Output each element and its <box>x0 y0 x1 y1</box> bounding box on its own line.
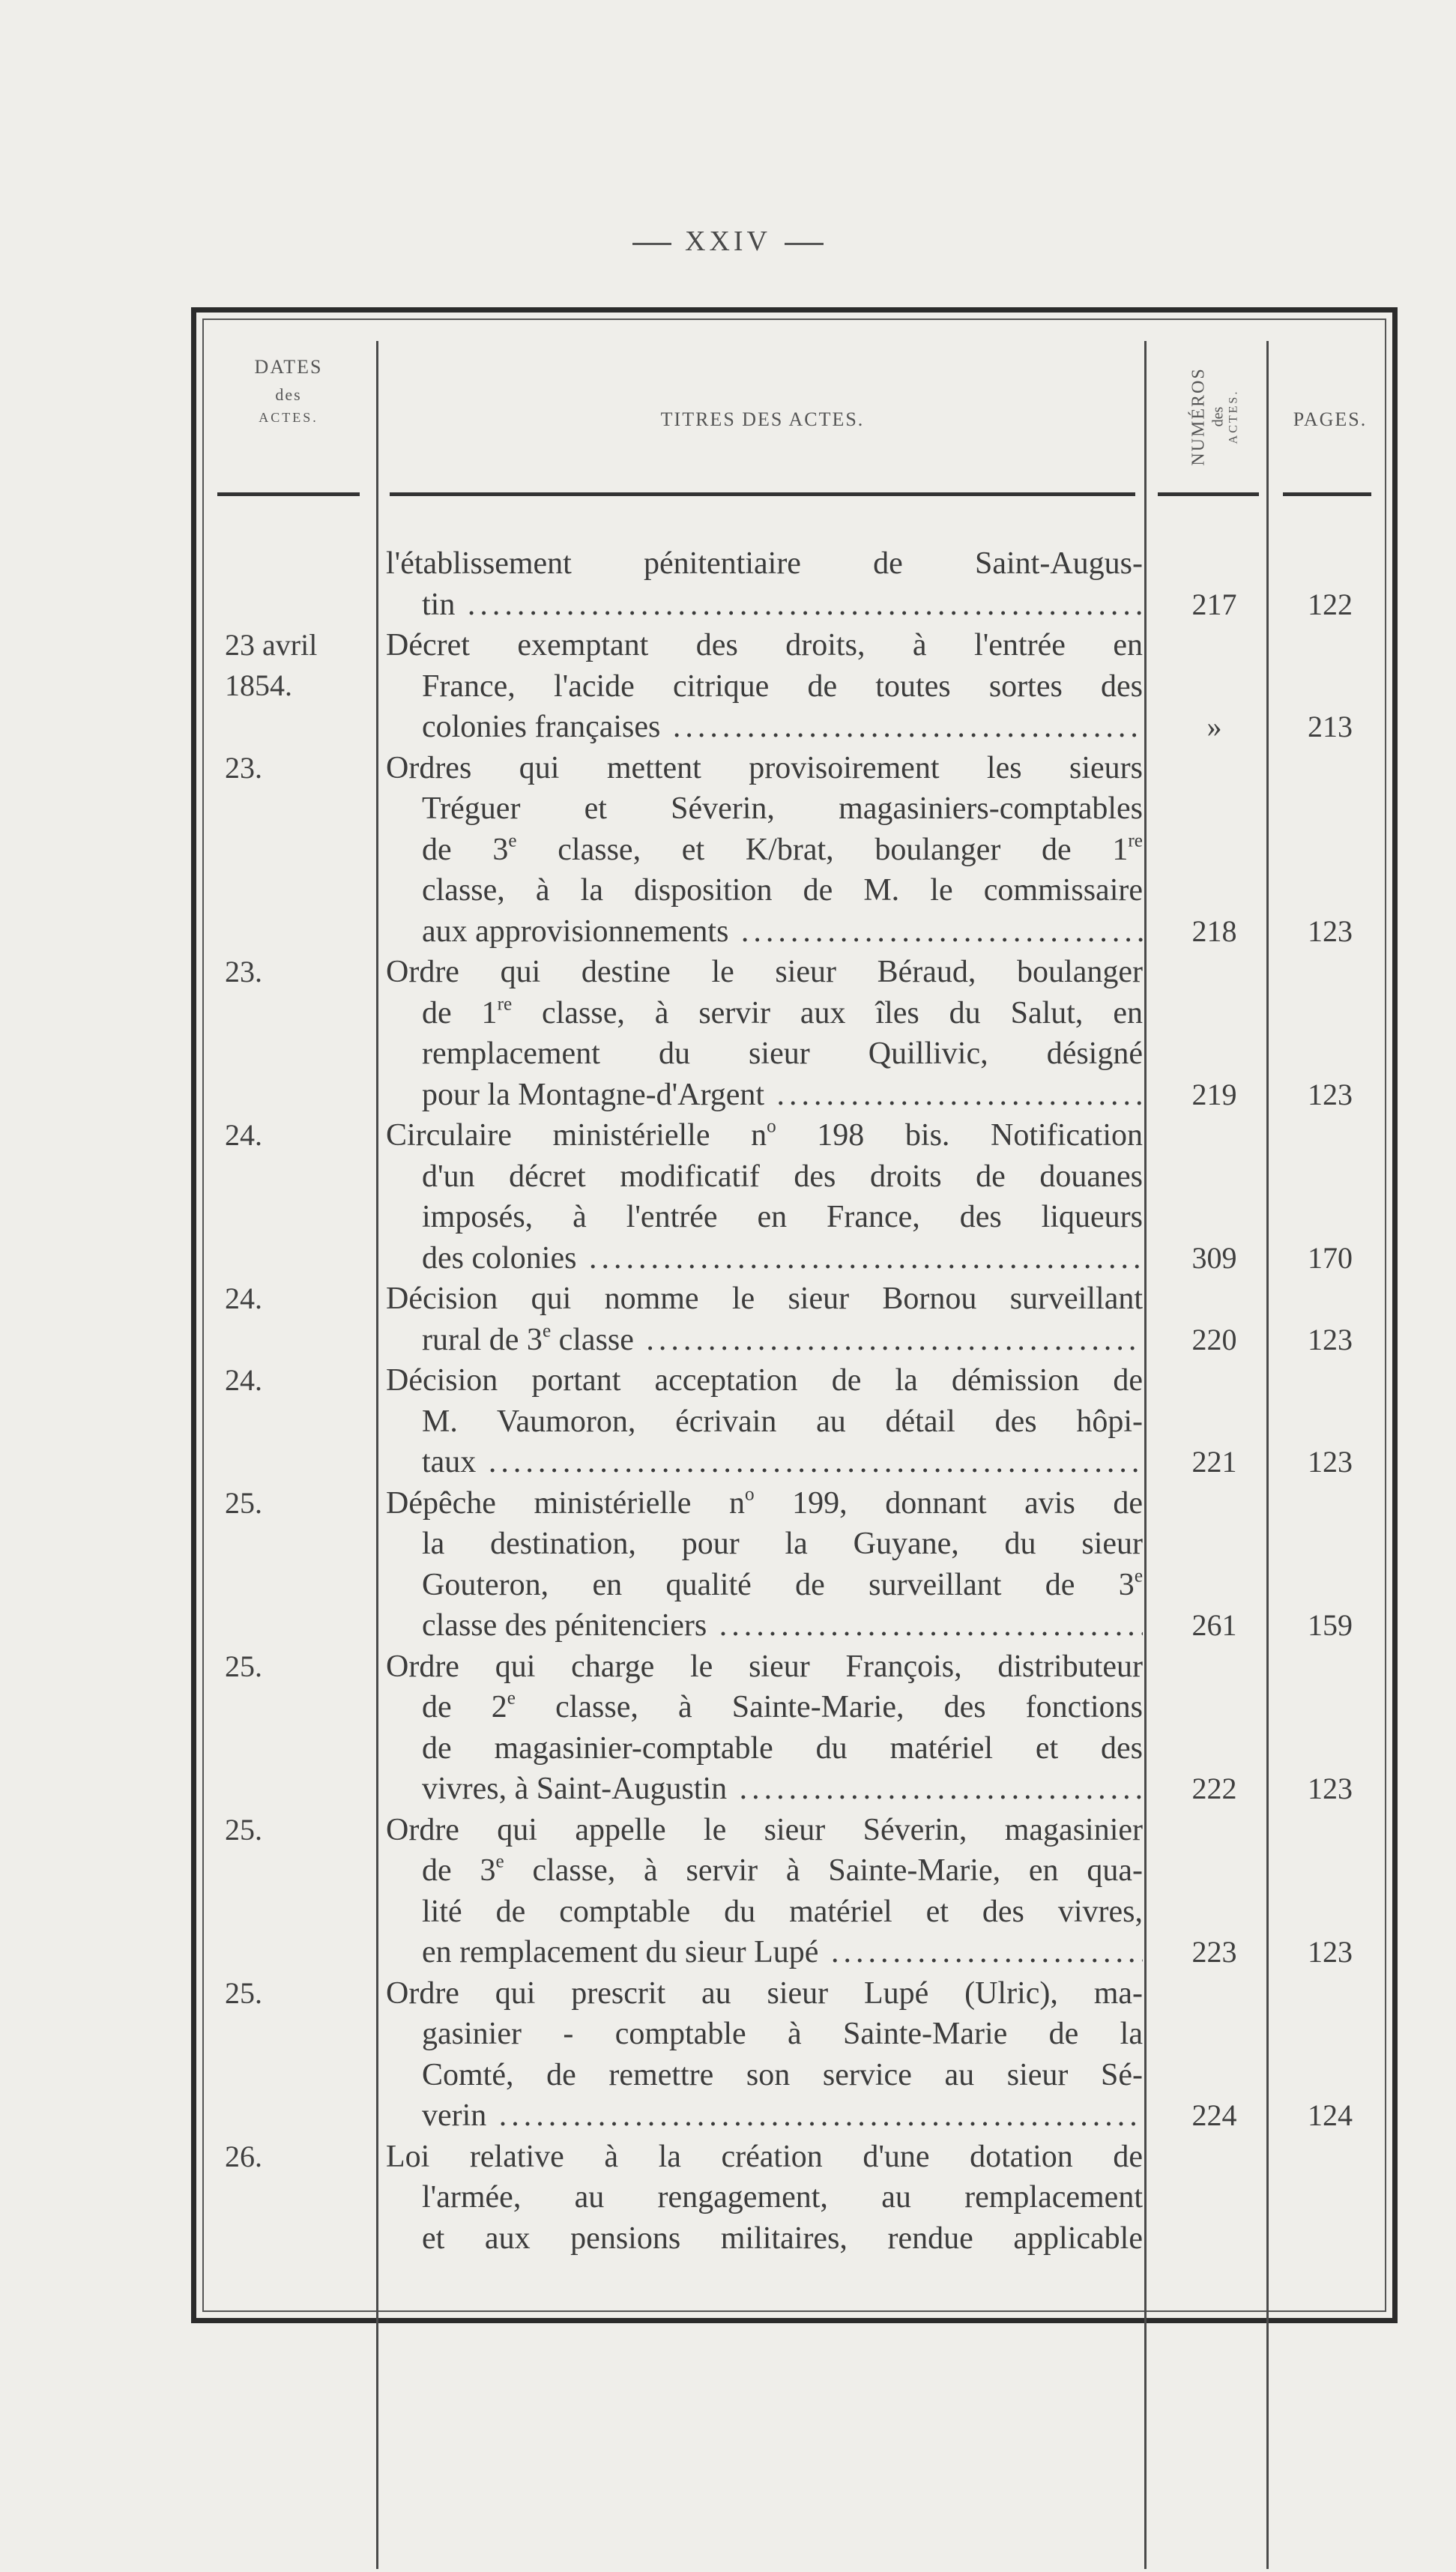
header-rule-titles <box>390 492 1135 496</box>
entry-date-line: 25. <box>225 1812 262 1847</box>
entry-title-line: l'armée, au rengagement, au remplacement <box>422 2180 1143 2215</box>
entry-date-line: 24. <box>225 1282 262 1315</box>
entry-date-line: 24. <box>225 1118 262 1152</box>
entry-title-line: Gouteron, en qualité de surveillant de 3e <box>422 1565 1143 1602</box>
entry-title <box>386 1810 1143 1973</box>
column-header-titles: TITRES DES ACTES. <box>660 408 865 430</box>
entry-date <box>225 1646 375 1687</box>
entry-date-line: 23 avril <box>225 628 318 662</box>
entry-numero: 309 <box>1191 1240 1237 1275</box>
column-header-numeros-line2: des <box>1209 406 1226 426</box>
entry-title-line: gasinier - comptable à Sainte-Marie de la <box>422 2017 1143 2051</box>
entry-date-line: 24. <box>225 1363 262 1397</box>
entry-title-line: de 2e classe, à Sainte-Marie, des fonctions <box>422 1688 1143 1724</box>
entry-title-line: M. Vaumoron, écrivain au détail des hôpi- <box>422 1404 1143 1439</box>
entry-title-line: lité de comptable du matériel et des vivres, <box>422 1894 1143 1929</box>
entry-title-line: verin ..... <box>386 2095 1143 2137</box>
entry-title-line: Ordre qui charge le sieur François, distributeur <box>386 1649 1143 1684</box>
entry-title-line: vivres, à Saint-Augustin ..... <box>386 1769 1143 1810</box>
column-header-dates-line1: DATES <box>254 356 323 378</box>
entry-title-line: Ordre qui appelle le sieur Séverin, magasinier <box>386 1812 1143 1847</box>
column-header-dates-line3: ACTES. <box>259 410 318 426</box>
entry-title-line: aux approvisionnements ..... <box>386 911 1143 953</box>
entry-title-line: de 1re classe, à servir aux îles du Salut, en <box>422 993 1143 1030</box>
header-rule-numeros <box>1158 492 1259 496</box>
entry-title-line: d'un décret modificatif des droits de douanes <box>422 1159 1143 1194</box>
entry-page: 213 <box>1308 710 1353 743</box>
header-rule-dates <box>217 492 360 496</box>
entry-numero: 220 <box>1191 1322 1237 1356</box>
entry-title <box>386 1973 1143 2137</box>
entry-page: 170 <box>1308 1240 1353 1275</box>
entry-title-line: Loi relative à la création d'une dotation de <box>386 2139 1143 2174</box>
entry-numero: 218 <box>1191 914 1237 948</box>
entry-page: 123 <box>1308 1935 1353 1969</box>
column-rule-numeros <box>1266 341 1269 2569</box>
column-header-numeros-line1: NUMÉROS <box>1188 366 1209 466</box>
entry-title-line: classe des pénitenciers ..... <box>386 1605 1143 1646</box>
entry-numero: 217 <box>1191 587 1237 621</box>
entry-title-line: France, l'acide citrique de toutes sortes des <box>422 668 1143 704</box>
header-dash-left <box>632 243 671 245</box>
entry-date-line: 25. <box>225 1975 262 2010</box>
entry-date <box>225 1279 375 1319</box>
entry-title-line: Décision portant acceptation de la démission de <box>386 1363 1143 1398</box>
entry-title-line: Comté, de remettre son service au sieur Sé- <box>422 2057 1143 2092</box>
entry-title-line: de magasinier-comptable du matériel et des <box>422 1730 1143 1766</box>
entry-numero: 224 <box>1191 2098 1237 2132</box>
entry-title-line: Circulaire ministérielle $n^o$ 198 bis. Notification <box>386 1116 1143 1153</box>
entry-title <box>386 543 1143 625</box>
entry-date-line: 23. <box>225 750 262 785</box>
entry-date <box>225 625 375 706</box>
header-dash-right <box>785 243 824 245</box>
entry-date <box>225 1973 375 2014</box>
column-rule-dates <box>376 341 378 2569</box>
entry-title-line: Décision qui nomme le sieur Bornou surveillant <box>386 1282 1143 1316</box>
entry-page: 124 <box>1308 2098 1353 2132</box>
entry-title-line: Ordre qui destine le sieur Béraud, boulanger <box>386 955 1143 989</box>
entry-title-line: remplacement du sieur Quillivic, désigné <box>422 1036 1143 1071</box>
entry-date-line: 26. <box>225 2139 262 2173</box>
entry-page: 159 <box>1308 1608 1353 1642</box>
entry-title-line: de 3e classe, et K/brat, boulanger de 1re <box>422 830 1143 867</box>
page-number: XXIV <box>685 226 771 257</box>
entry-title <box>386 1646 1143 1810</box>
entry-date-line: 25. <box>225 1485 262 1520</box>
entry-date <box>225 2137 375 2177</box>
entry-date <box>225 952 375 992</box>
entry-title-line: Dépêche ministérielle $n^o$ 199, donnant avis de <box>386 1483 1143 1521</box>
entry-date <box>225 1360 375 1401</box>
entry-page: 123 <box>1308 914 1353 948</box>
entry-title <box>386 1279 1143 1360</box>
entry-title-line: de 3e classe, à servir à Sainte-Marie, en qua- <box>422 1851 1143 1888</box>
column-header-dates-line2: des <box>275 385 302 405</box>
entry-page: 123 <box>1308 1445 1353 1479</box>
entry-date <box>225 1115 375 1156</box>
entry-title <box>386 625 1143 748</box>
entry-title-line: Ordre qui prescrit au sieur Lupé (Ulric), ma- <box>386 1975 1143 2011</box>
column-header-numeros-line3: ACTES. <box>1226 389 1239 444</box>
entry-date-line: 23. <box>225 955 262 988</box>
entry-date <box>225 1810 375 1850</box>
entry-numero: » <box>1206 710 1222 743</box>
entry-title-line: tin ..... <box>386 585 1143 626</box>
entry-title-line: la destination, pour la Guyane, du sieur <box>422 1527 1143 1561</box>
entry-numero: 222 <box>1191 1772 1237 1805</box>
entry-title <box>386 2137 1143 2259</box>
entry-date <box>225 748 375 788</box>
entry-title-line: l'établissement pénitentiaire de Saint-Augus- <box>386 546 1143 581</box>
entry-title-line: Ordres qui mettent provisoirement les sieurs <box>386 750 1143 785</box>
column-header-numeros <box>1164 351 1265 482</box>
page-header <box>0 225 1456 258</box>
entry-numero: 261 <box>1191 1608 1237 1642</box>
column-header-dates <box>217 352 360 429</box>
entry-numero: 221 <box>1191 1445 1237 1479</box>
entry-title-line: et aux pensions militaires, rendue applicable <box>422 2221 1143 2256</box>
entry-title <box>386 1115 1143 1279</box>
entry-page: 122 <box>1308 587 1353 621</box>
column-rule-titles <box>1144 341 1147 2569</box>
entry-title-line: colonies françaises ..... <box>386 707 1143 748</box>
column-header-pages: PAGES. <box>1293 408 1368 430</box>
entry-title-line: des colonies ..... <box>386 1238 1143 1279</box>
entry-page: 123 <box>1308 1772 1353 1805</box>
entry-title-line: Tréguer et Séverin, magasiniers-comptables <box>422 791 1143 826</box>
header-rule-pages <box>1283 492 1371 496</box>
entry-title-line: classe, à la disposition de M. le commissaire <box>422 873 1143 908</box>
entry-title <box>386 1483 1143 1646</box>
entry-title <box>386 748 1143 953</box>
entry-page: 123 <box>1308 1077 1353 1111</box>
entry-date-year: 1854. <box>225 668 292 702</box>
entry-title-line: pour la Montagne-d'Argent ..... <box>386 1075 1143 1116</box>
entry-title-line: taux ..... <box>386 1442 1143 1483</box>
entry-title <box>386 1360 1143 1483</box>
entry-title-line: rural de 3e classe ..... <box>386 1320 1143 1361</box>
entry-title-line: Décret exemptant des droits, à l'entrée en <box>386 628 1143 662</box>
entry-title-line: en remplacement du sieur Lupé ..... <box>386 1932 1143 1973</box>
entry-date <box>225 1483 375 1524</box>
entry-title-line: imposés, à l'entrée en France, des liqueurs <box>422 1200 1143 1234</box>
entry-title <box>386 952 1143 1115</box>
entry-numero: 219 <box>1191 1077 1237 1111</box>
entry-numero: 223 <box>1191 1935 1237 1969</box>
entry-page: 123 <box>1308 1322 1353 1356</box>
entry-date-line: 25. <box>225 1649 262 1683</box>
